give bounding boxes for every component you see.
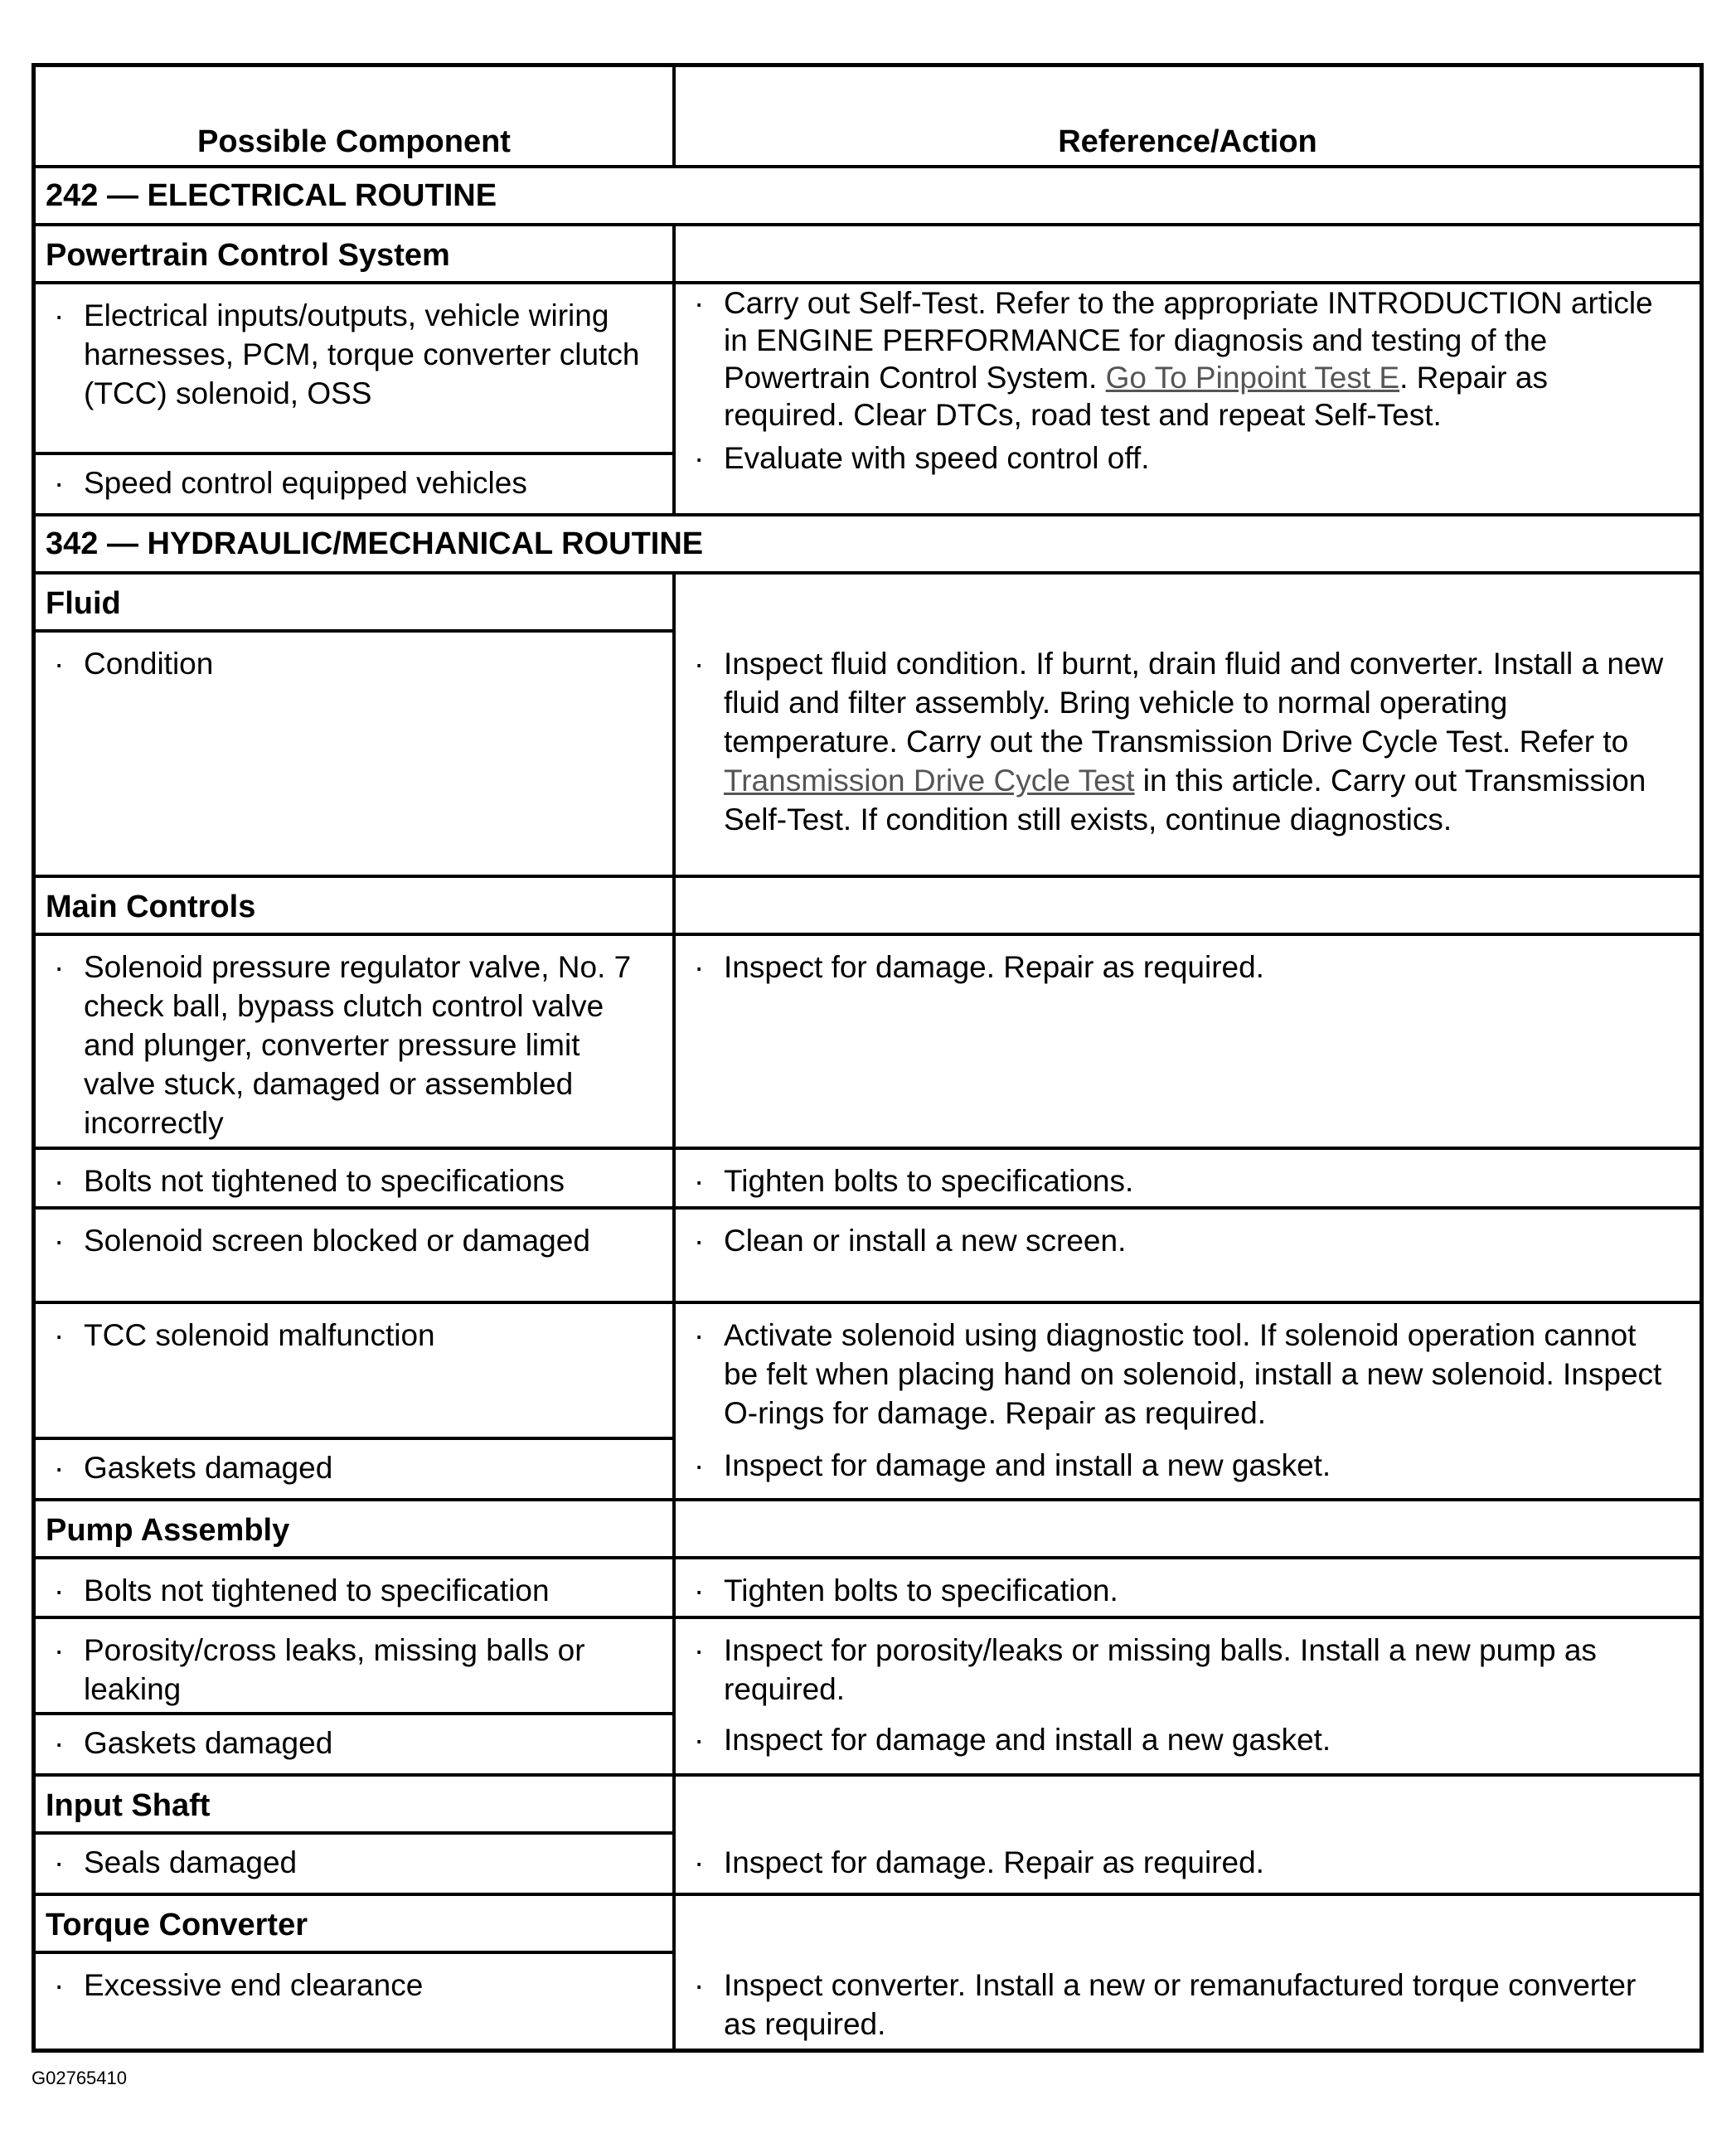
- bullet-icon: ·: [694, 647, 705, 681]
- bullet-icon: ·: [54, 1451, 65, 1485]
- bullet-icon: ·: [54, 1968, 65, 2002]
- list-item: · TCC solenoid malfunction: [36, 1304, 672, 1440]
- bullet-icon: ·: [54, 1318, 65, 1352]
- list-item: · Gaskets damaged: [36, 1440, 672, 1498]
- table-row: [36, 1777, 1700, 1896]
- bullet-icon: ·: [694, 1318, 705, 1352]
- bullet-icon: ·: [694, 950, 705, 984]
- action-text: · Inspect for damage and install a new gasket.: [676, 1438, 1700, 1490]
- table-row: [36, 936, 1700, 1150]
- figure-id: G02765410: [32, 2068, 127, 2088]
- bullet-icon: ·: [694, 1164, 705, 1198]
- action-text: · Inspect for porosity/leaks or missing balls. Install a new pump as required.: [676, 1619, 1700, 1714]
- table-row: [36, 226, 1700, 516]
- action-text: · Tighten bolts to specification.: [676, 1559, 1700, 1616]
- table-header: [36, 67, 1700, 168]
- bullet-icon: ·: [54, 1845, 65, 1879]
- list-item: · Electrical inputs/outputs, vehicle wiring harnesses, PCM, torque converter clutch (TCC) solenoid, OSS: [36, 284, 672, 455]
- header-reference-action: Reference/Action: [1058, 124, 1317, 159]
- section-title: 342 — HYDRAULIC/MECHANICAL ROUTINE: [36, 516, 1700, 575]
- bullet-icon: ·: [694, 1723, 705, 1757]
- list-item: · Bolts not tightened to specification: [36, 1559, 676, 1616]
- action-text: · Clean or install a new screen.: [676, 1210, 1700, 1301]
- table-row: [36, 1619, 1700, 1777]
- list-item: · Solenoid pressure regulator valve, No. 7 check ball, bypass clutch control valve and plunger, converter pressure limit valve stuck, damaged or assembled incorrectly: [36, 936, 676, 1147]
- bullet-icon: ·: [54, 1224, 65, 1258]
- table-row: [36, 1150, 1700, 1210]
- group-title: Pump Assembly: [36, 1501, 676, 1559]
- pinpoint-test-link[interactable]: Go To Pinpoint Test E: [1105, 361, 1400, 395]
- table-row: [36, 1304, 1700, 1501]
- group-title: Fluid: [36, 575, 672, 633]
- bullet-icon: ·: [694, 1633, 705, 1667]
- bullet-icon: ·: [54, 647, 65, 681]
- action-text: · Inspect for damage and install a new gasket.: [676, 1714, 1700, 1764]
- action-text: · Evaluate with speed control off.: [676, 439, 1700, 482]
- bullet-icon: ·: [54, 1726, 65, 1760]
- table-row: [36, 575, 1700, 878]
- bullet-icon: ·: [694, 441, 705, 475]
- table-row: [36, 878, 1700, 936]
- bullet-icon: ·: [694, 286, 705, 320]
- group-title: Input Shaft: [36, 1777, 672, 1835]
- group-title: Powertrain Control System: [36, 226, 672, 284]
- bullet-icon: ·: [54, 1164, 65, 1198]
- section-title: 242 — ELECTRICAL ROUTINE: [36, 168, 1700, 226]
- list-item: · Solenoid screen blocked or damaged: [36, 1210, 676, 1301]
- bullet-icon: ·: [54, 1633, 65, 1667]
- bullet-icon: ·: [694, 1845, 705, 1879]
- list-item: · Porosity/cross leaks, missing balls or leaking: [36, 1619, 672, 1715]
- header-possible-component: Possible Component: [36, 67, 676, 165]
- action-text: · Inspect fluid condition. If burnt, drain fluid and converter. Install a new fluid and filter assembly. Bring vehicle to normal operating temperature. Carry out the Transmission Drive Cycle Test. Refer to Transmission Drive Cycle Test in this article. Carry out Transmission Self-Test. If condition still exists, continue diagnostics.: [676, 575, 1700, 844]
- table-row: [36, 1896, 1700, 2049]
- group-title: Torque Converter: [36, 1896, 672, 1954]
- bullet-icon: ·: [54, 950, 65, 984]
- bullet-icon: ·: [694, 1224, 705, 1258]
- bullet-icon: ·: [54, 298, 65, 332]
- bullet-icon: ·: [694, 1573, 705, 1607]
- list-item: · Seals damaged: [36, 1835, 672, 1893]
- action-text: · Tighten bolts to specifications.: [676, 1150, 1700, 1206]
- bullet-icon: ·: [54, 466, 65, 500]
- action-text: · Inspect for damage. Repair as required.: [676, 936, 1700, 1147]
- drive-cycle-test-link[interactable]: Transmission Drive Cycle Test: [724, 764, 1135, 798]
- table-row: [36, 1559, 1700, 1619]
- list-item: · Condition: [36, 633, 672, 875]
- list-item: · Gaskets damaged: [36, 1715, 672, 1773]
- list-item: · Bolts not tightened to specifications: [36, 1150, 676, 1206]
- list-item: · Speed control equipped vehicles: [36, 455, 672, 513]
- action-text: · Inspect for damage. Repair as required.: [676, 1777, 1700, 1887]
- table-row: [36, 1210, 1700, 1304]
- list-item: · Excessive end clearance: [36, 1954, 672, 2047]
- group-title: Main Controls: [36, 878, 676, 936]
- bullet-icon: ·: [694, 1448, 705, 1482]
- diagnostic-table: [32, 63, 1704, 2053]
- action-text: · Activate solenoid using diagnostic tool. If solenoid operation cannot be felt when placing hand on solenoid, install a new solenoid. Inspect O-rings for damage. Repair as required.: [676, 1304, 1700, 1438]
- bullet-icon: ·: [694, 1968, 705, 2002]
- bullet-icon: ·: [54, 1573, 65, 1607]
- action-text: · Carry out Self-Test. Refer to the appropriate INTRODUCTION article in ENGINE PERFORMANCE for diagnosis and testing of the Powertrain Control System. Go To Pinpoint Test E. Repair as required. Clear DTCs, road test and repeat Self-Test.: [694, 286, 1653, 432]
- table-row: [36, 1501, 1700, 1559]
- action-text: · Inspect converter. Install a new or remanufactured torque converter as required.: [676, 1896, 1700, 2049]
